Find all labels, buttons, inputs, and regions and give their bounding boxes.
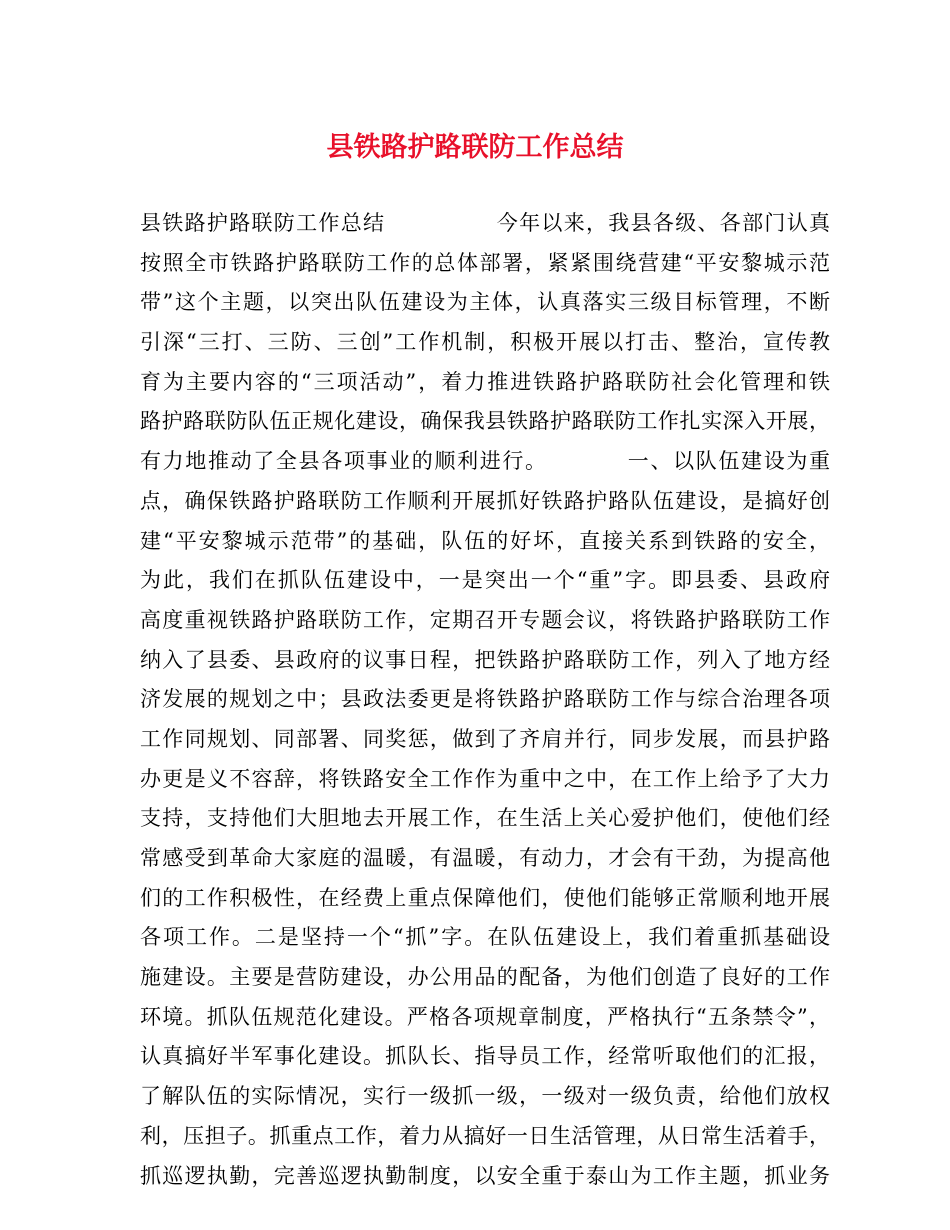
body-line: 认真搞好半军事化建设。抓队长、指导员工作，经常听取他们的汇报， bbox=[140, 1044, 830, 1069]
body-line: 带”这个主题，以突出队伍建设为主体，认真落实三级目标管理，不断 bbox=[140, 290, 830, 315]
body-line: 按照全市铁路护路联防工作的总体部署，紧紧围绕营建“平安黎城示范 bbox=[140, 250, 830, 275]
body-line: 济发展的规划之中；县政法委更是将铁路护路联防工作与综合治理各项 bbox=[140, 687, 830, 712]
document-body bbox=[140, 204, 830, 1196]
body-line: 施建设。主要是营防建设，办公用品的配备，为他们创造了良好的工作 bbox=[140, 965, 830, 990]
document-title: 县铁路护路联防工作总结 bbox=[326, 132, 624, 163]
body-line: 了解队伍的实际情况，实行一级抓一级，一级对一级负责，给他们放权 bbox=[140, 1084, 830, 1109]
body-line: 各项工作。二是坚持一个“抓”字。在队伍建设上，我们着重抓基础设 bbox=[140, 925, 830, 950]
body-line: 抓巡逻执勤，完善巡逻执勤制度，以安全重于泰山为工作主题，抓业务 bbox=[140, 1163, 830, 1188]
body-line: 建“平安黎城示范带”的基础，队伍的好坏，直接关系到铁路的安全， bbox=[140, 528, 830, 553]
body-line: 环境。抓队伍规范化建设。严格各项规章制度，严格执行“五条禁令”， bbox=[140, 1004, 830, 1029]
body-line: 点，确保铁路护路联防工作顺利开展抓好铁路护路队伍建设，是搞好创 bbox=[140, 488, 830, 513]
body-line: 引深“三打、三防、三创”工作机制，积极开展以打击、整治，宣传教 bbox=[140, 330, 830, 355]
body-line: 们的工作积极性，在经费上重点保障他们，使他们能够正常顺利地开展 bbox=[140, 885, 830, 910]
body-line: 路护路联防队伍正规化建设，确保我县铁路护路联防工作扎实深入开展， bbox=[140, 409, 830, 434]
body-line: 支持，支持他们大胆地去开展工作，在生活上关心爱护他们，使他们经 bbox=[140, 806, 830, 831]
body-line: 高度重视铁路护路联防工作，定期召开专题会议，将铁路护路联防工作 bbox=[140, 607, 830, 632]
body-line: 为此，我们在抓队伍建设中，一是突出一个“重”字。即县委、县政府 bbox=[140, 568, 830, 593]
body-line: 纳入了县委、县政府的议事日程，把铁路护路联防工作，列入了地方经 bbox=[140, 647, 830, 672]
body-line: 办更是义不容辞，将铁路安全工作作为重中之中，在工作上给予了大力 bbox=[140, 766, 830, 791]
body-line: 常感受到革命大家庭的温暖，有温暖，有动力，才会有干劲，为提高他 bbox=[140, 846, 830, 870]
body-line: 工作同规划、同部署、同奖惩，做到了齐肩并行，同步发展，而县护路 bbox=[140, 726, 830, 751]
body-line: 育为主要内容的“三项活动”，着力推进铁路护路联防社会化管理和铁 bbox=[140, 369, 830, 394]
body-line: 有力地推动了全县各项事业的顺利进行。 一、以队伍建设为重 bbox=[140, 449, 830, 474]
body-line: 县铁路护路联防工作总结 今年以来，我县各级、各部门认真 bbox=[140, 211, 830, 235]
body-line: 利，压担子。抓重点工作，着力从搞好一日生活管理，从日常生活着手， bbox=[140, 1123, 830, 1148]
